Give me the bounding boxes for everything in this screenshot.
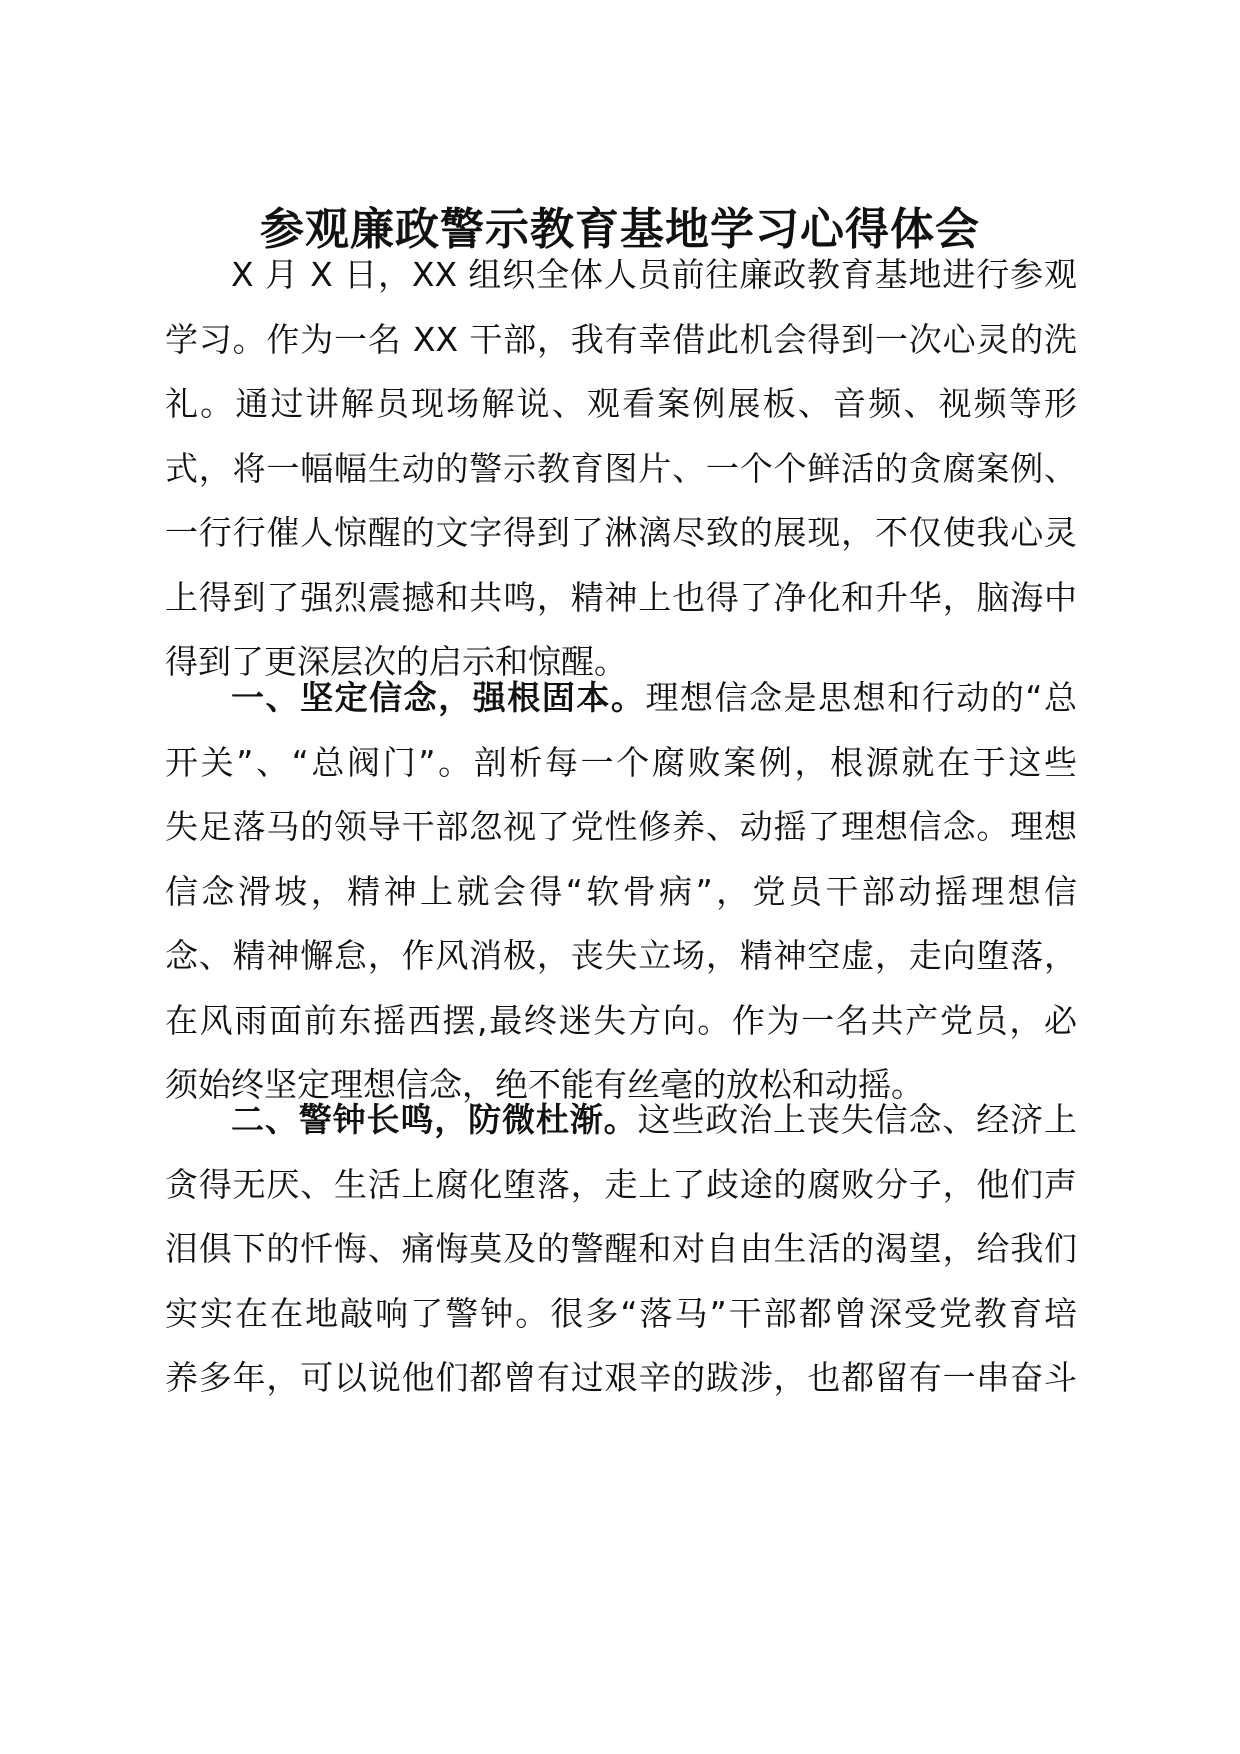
paragraph-line: 开关”、“总阀门”。剖析每一个腐败案例，根源就在于这些 <box>165 742 1077 782</box>
paragraph-line: 得到了更深层次的启示和惊醒。 <box>165 642 627 681</box>
paragraph-line: 礼。通过讲解员现场解说、观看案例展板、音频、视频等形 <box>165 384 1077 423</box>
paragraph-line-text: 理想信念是思想和行动的“总 <box>645 678 1077 717</box>
paragraph-line: 泪俱下的忏悔、痛悔莫及的警醒和对自由生活的渴望，给我们 <box>165 1229 1077 1268</box>
paragraph-line: 式，将一幅幅生动的警示教育图片、一个个鲜活的贪腐案例、 <box>165 448 1077 488</box>
paragraph-line: X 月 X 日，XX 组织全体人员前往廉政教育基地进行参观 <box>231 255 1077 294</box>
paragraph-line: 上得到了强烈震撼和共鸣，精神上也得了净化和升华，脑海中 <box>165 577 1077 617</box>
paragraph-section-2 <box>165 1088 1077 1411</box>
section-heading: 二、警钟长鸣，防微杜渐。 <box>231 1100 638 1139</box>
paragraph-intro <box>165 243 1077 695</box>
paragraph-line: 实实在在地敲响了警钟。很多“落马”干部都曾深受党教育培 <box>165 1293 1077 1333</box>
paragraph-line: 须始终坚定理想信念，绝不能有丝毫的放松和动摇。 <box>165 1065 924 1104</box>
paragraph-section-1 <box>165 666 1077 1118</box>
paragraph-line: 养多年，可以说他们都曾有过艰辛的跋涉，也都留有一串奋斗 <box>165 1358 1077 1397</box>
paragraph-line: 念、精神懈怠，作风消极，丧失立场，精神空虚，走向堕落， <box>165 936 1077 975</box>
paragraph-line: 在风雨面前东摇西摆,最终迷失方向。作为一名共产党员，必 <box>165 1000 1077 1040</box>
paragraph-line: 贪得无厌、生活上腐化堕落，走上了歧途的腐败分子，他们声 <box>165 1164 1077 1204</box>
paragraph-first-line <box>165 1088 1077 1153</box>
paragraph-line: 信念滑坡，精神上就会得“软骨病”，党员干部动摇理想信 <box>165 871 1077 911</box>
document-title: 参观廉政警示教育基地学习心得体会 <box>260 204 980 255</box>
paragraph-line: 学习。作为一名 XX 干部，我有幸借此机会得到一次心灵的洗 <box>165 319 1077 359</box>
paragraph-line: 一行行催人惊醒的文字得到了淋漓尽致的展现，不仅使我心灵 <box>165 513 1077 552</box>
paragraph-first-line <box>165 666 1077 731</box>
section-heading: 一、坚定信念，强根固本。 <box>231 678 646 717</box>
paragraph-line: 失足落马的领导干部忽视了党性修养、动摇了理想信念。理想 <box>165 807 1077 846</box>
paragraph-line-text: 这些政治上丧失信念、经济上 <box>637 1100 1077 1139</box>
